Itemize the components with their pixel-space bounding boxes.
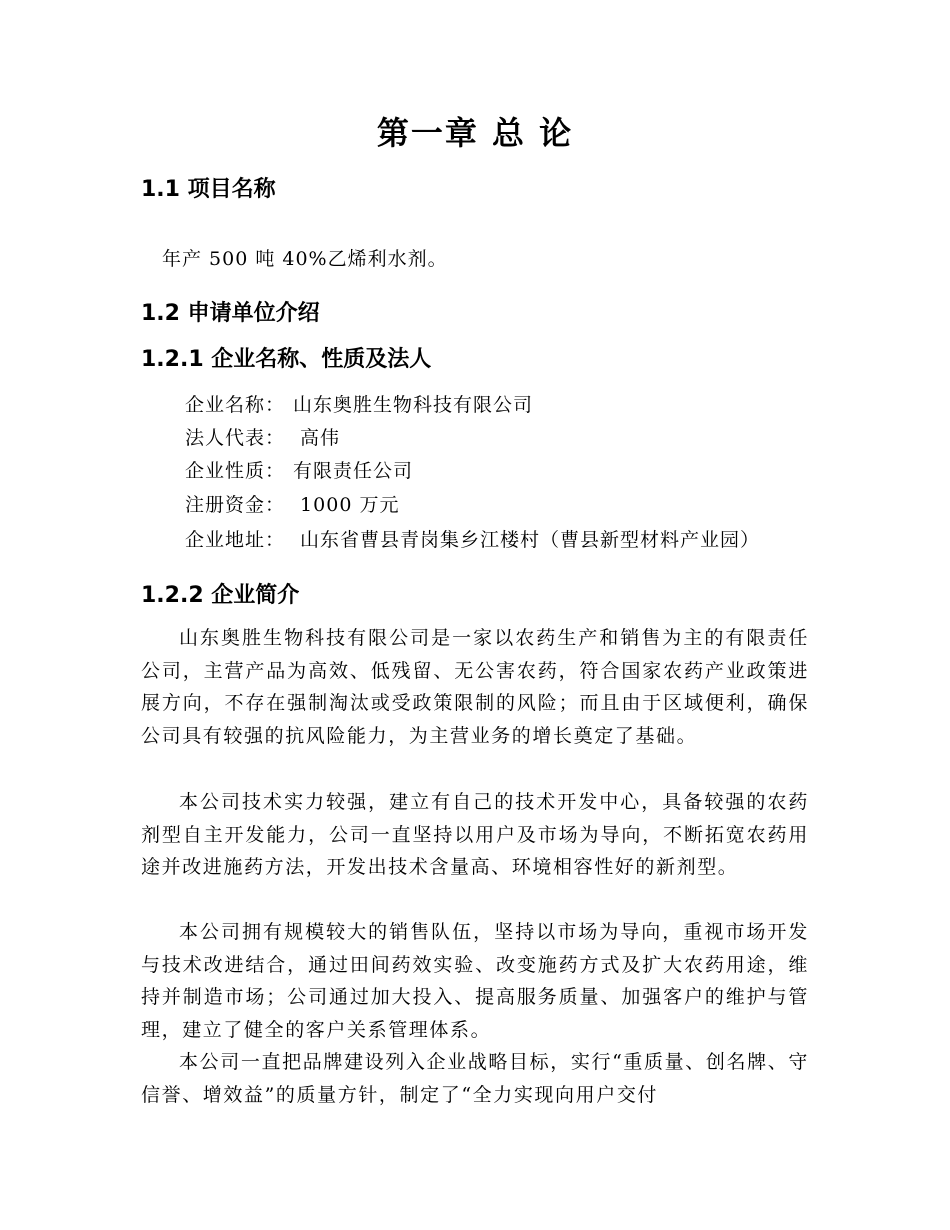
info-value: 高伟 xyxy=(293,427,341,449)
info-label: 企业性质： xyxy=(185,460,286,482)
info-value: 1000 万元 xyxy=(293,494,400,516)
section-heading-1-2-1: 1.2.1 企业名称、性质及法人 xyxy=(141,347,432,372)
info-row-legal-rep xyxy=(185,423,340,450)
info-label: 法人代表： xyxy=(185,427,286,449)
info-value: 山东奥胜生物科技有限公司 xyxy=(293,394,534,416)
section-heading-1-1: 1.1 项目名称 xyxy=(141,177,276,202)
intro-paragraph-4: 本公司一直把品牌建设列入企业战略目标，实行“重质量、创名牌、守信誉、增效益”的质量方针，制定了“全力实现向用户交付 xyxy=(141,1051,809,1106)
section-heading-1-2: 1.2 申请单位介绍 xyxy=(141,301,320,326)
intro-paragraph-3: 本公司拥有规模较大的销售队伍，坚持以市场为导向，重视市场开发与技术改进结合，通过田间药效实验、改变施药方式及扩大农药用途，维持并制造市场；公司通过加大投入、提高服务质量、加强客户的维护与管理，建立了健全的客户关系管理体系。 xyxy=(141,921,809,1041)
project-name-text: 年产 500 吨 40%乙烯利水剂。 xyxy=(162,248,448,270)
info-value: 山东省曹县青岗集乡江楼村（曹县新型材料产业园） xyxy=(293,529,761,551)
info-label: 企业名称： xyxy=(185,394,286,416)
info-row-company-address xyxy=(185,525,760,552)
info-value: 有限责任公司 xyxy=(293,460,414,482)
info-label: 注册资金： xyxy=(185,494,286,516)
info-label: 企业地址： xyxy=(185,529,286,551)
chapter-title: 第一章 总 论 xyxy=(376,114,574,152)
section-heading-1-2-2: 1.2.2 企业简介 xyxy=(141,583,300,608)
intro-paragraph-2: 本公司技术实力较强，建立有自己的技术开发中心，具备较强的农药剂型自主开发能力，公司一直坚持以用户及市场为导向，不断拓宽农药用途并改进施药方法，开发出技术含量高、环境相容性好的新剂型。 xyxy=(141,791,809,878)
intro-paragraph-1: 山东奥胜生物科技有限公司是一家以农药生产和销售为主的有限责任公司，主营产品为高效、低残留、无公害农药，符合国家农药产业政策进展方向，不存在强制淘汰或受政策限制的风险；而且由于区域便利，确保公司具有较强的抗风险能力，为主营业务的增长奠定了基础。 xyxy=(141,627,809,747)
info-row-company-type xyxy=(185,456,413,483)
info-row-company-name xyxy=(185,390,533,417)
info-row-registered-capital xyxy=(185,490,399,517)
